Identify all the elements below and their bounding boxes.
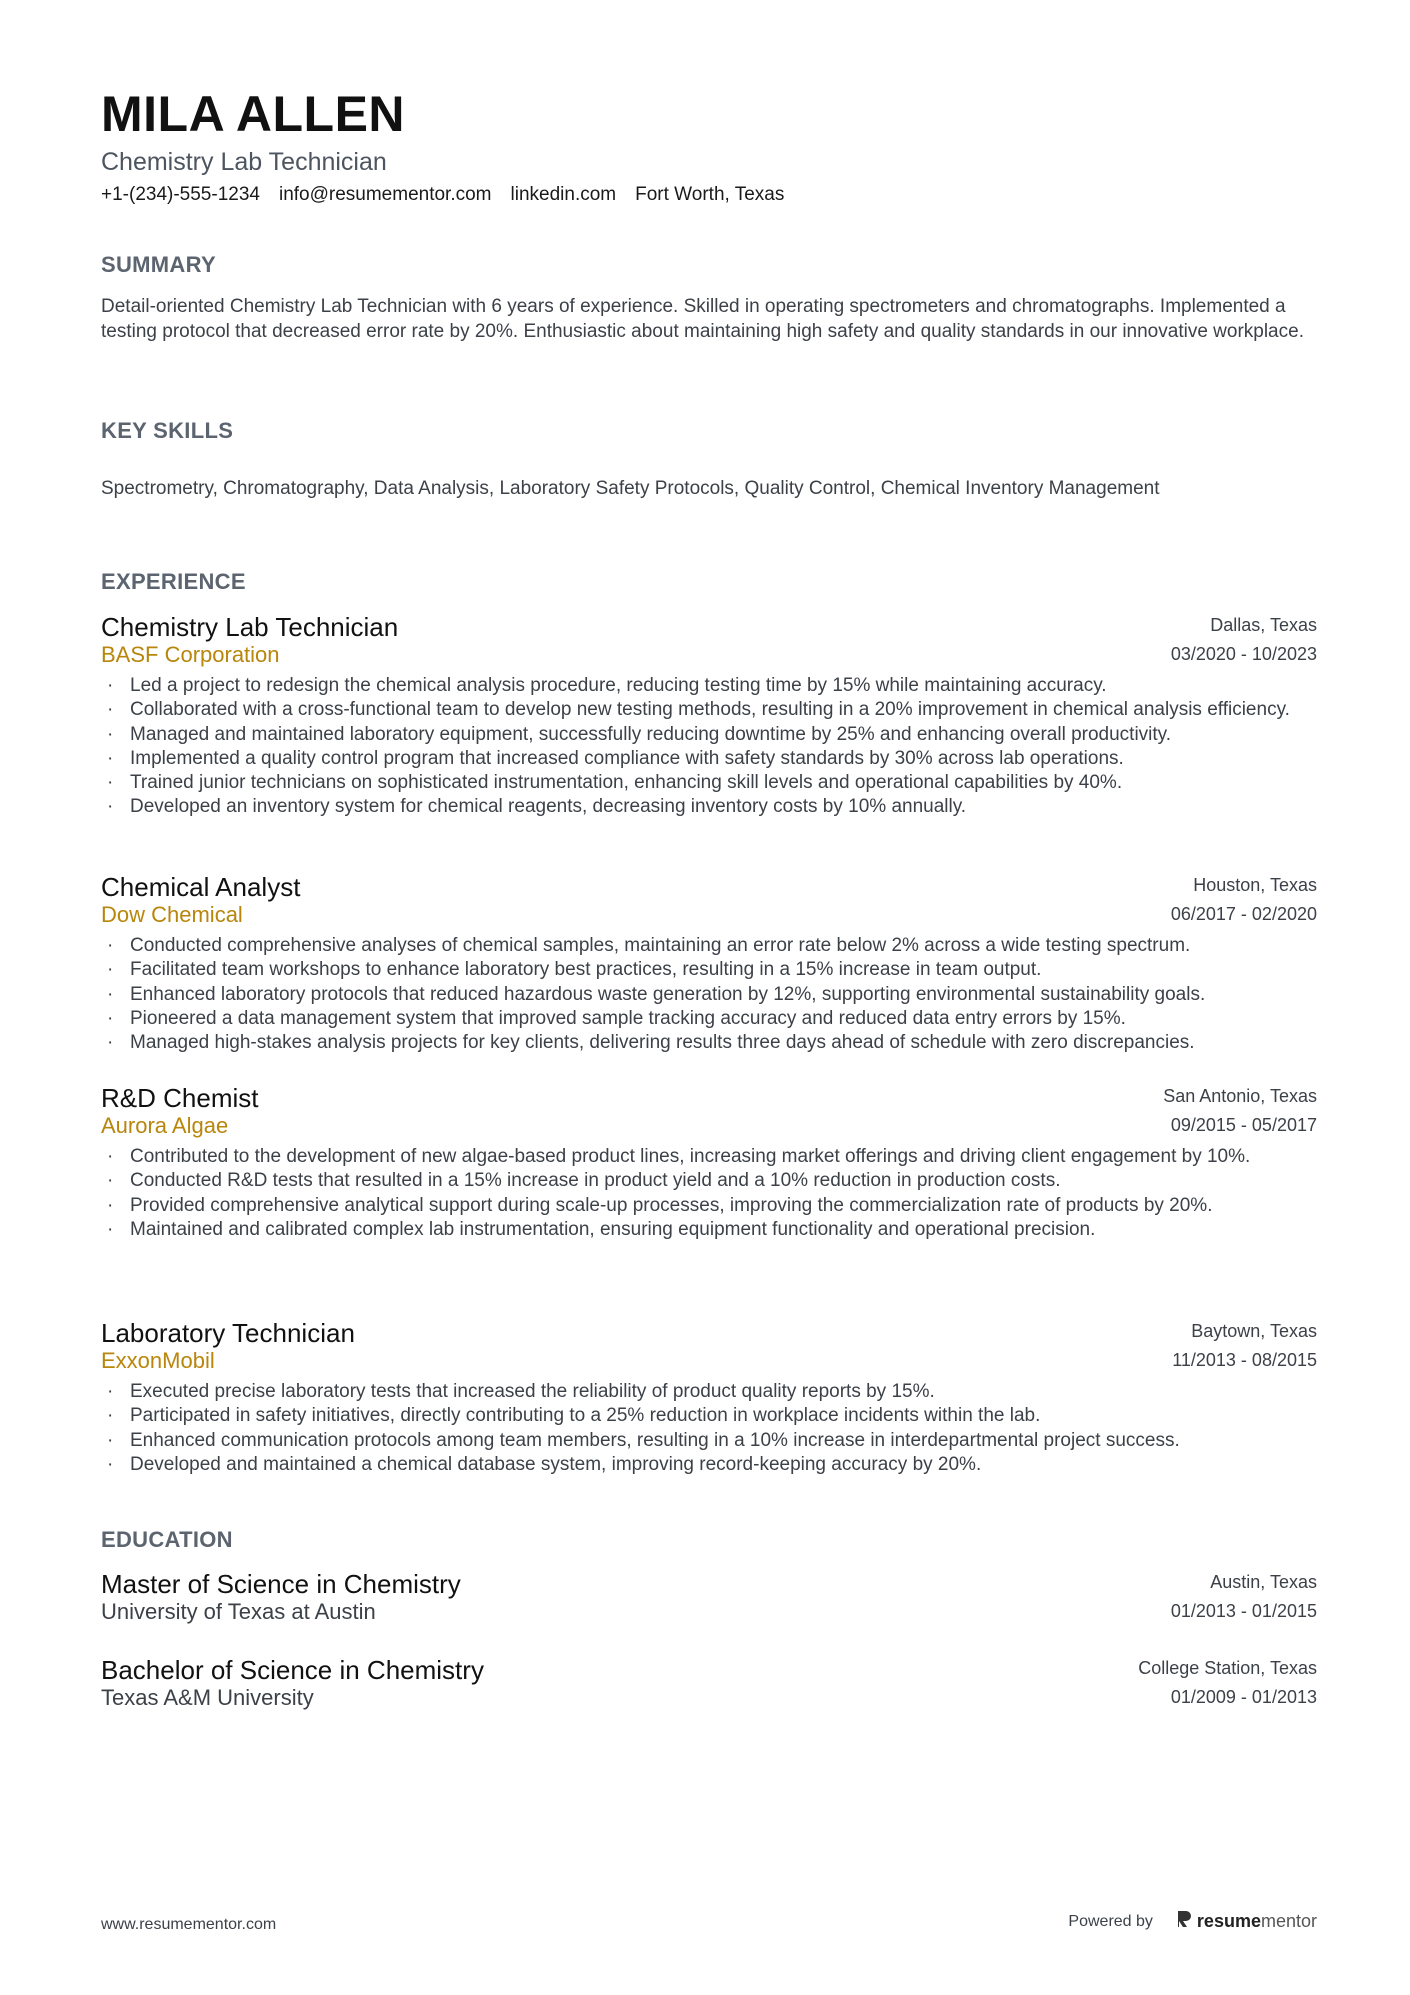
- bullet-item: · Executed precise laboratory tests that increased the reliability of product quality reports by 15%.: [101, 1380, 1317, 1404]
- bullet-item: · Collaborated with a cross-functional team to develop new testing methods, resulting in a 20% improvement in chemical analysis efficiency.: [101, 698, 1317, 722]
- summary-heading: SUMMARY: [101, 252, 216, 277]
- bullet-item: · Implemented a quality control program that increased compliance with safety standards by 30% across lab operations.: [101, 747, 1317, 771]
- powered-by-label: Powered by: [1068, 1912, 1153, 1930]
- bullet-item: · Developed and maintained a chemical database system, improving record-keeping accuracy by 20%.: [101, 1453, 1317, 1477]
- contact-line: [101, 182, 784, 208]
- job-bullets: [101, 1145, 1317, 1242]
- company-name: Aurora Algae: [101, 1113, 229, 1138]
- skills-heading: KEY SKILLS: [101, 418, 234, 443]
- bullet-item: · Managed high-stakes analysis projects for key clients, delivering results three days ahead of schedule with zero discrepancies.: [101, 1031, 1317, 1055]
- bullet-item: · Pioneered a data management system that improved sample tracking accuracy and reduced data entry errors by 15%.: [101, 1007, 1317, 1031]
- experience-entry: [101, 1317, 1317, 1477]
- brand-name-part1: resume: [1196, 1911, 1261, 1931]
- company-name: ExxonMobil: [101, 1348, 215, 1373]
- bullet-item: · Maintained and calibrated complex lab instrumentation, ensuring equipment functionality and operational precision.: [101, 1218, 1317, 1242]
- job-dates: 09/2015 - 05/2017: [1170, 1115, 1317, 1135]
- brand-logo[interactable]: [1175, 1909, 1317, 1934]
- contact-linkedin[interactable]: linkedin.com: [510, 184, 617, 205]
- resumementor-logo-icon: [1175, 1909, 1193, 1934]
- bullet-item: · Enhanced communication protocols among team members, resulting in a 10% increase in interdepartmental project success.: [101, 1429, 1317, 1453]
- job-dates: 06/2017 - 02/2020: [1170, 904, 1317, 924]
- job-location: Dallas, Texas: [1210, 615, 1317, 635]
- bullet-item: · Participated in safety initiatives, directly contributing to a 25% reduction in workplace incidents within the lab.: [101, 1404, 1317, 1428]
- school-location: Austin, Texas: [1210, 1572, 1317, 1592]
- summary-text: Detail-oriented Chemistry Lab Technician with 6 years of experience. Skilled in operating spectrometers and chromatographs. Implemented a testing protocol that decreased error rate by 20%. Enthusiastic about maintaining high safety and quality standards in our innovative workplace.: [101, 296, 1304, 342]
- entry-header: [101, 871, 1317, 931]
- skills-text: Spectrometry, Chromatography, Data Analysis, Laboratory Safety Protocols, Quality Control, Chemical Inventory Management: [101, 478, 1160, 499]
- school-location: College Station, Texas: [1138, 1658, 1317, 1678]
- job-location: Baytown, Texas: [1191, 1321, 1317, 1341]
- bullet-item: · Managed and maintained laboratory equipment, successfully reducing downtime by 25% and enhancing overall productivity.: [101, 723, 1317, 747]
- education-dates: 01/2013 - 01/2015: [1170, 1601, 1317, 1621]
- job-dates: 03/2020 - 10/2023: [1170, 644, 1317, 664]
- entry-header: [101, 1317, 1317, 1377]
- education-entry: [101, 1654, 1317, 1714]
- company-name: Dow Chemical: [101, 902, 243, 927]
- job-title: Laboratory Technician: [101, 1318, 355, 1348]
- bullet-item: · Enhanced laboratory protocols that reduced hazardous waste generation by 12%, supporting environmental sustainability goals.: [101, 983, 1317, 1007]
- job-title: Chemical Analyst: [101, 872, 301, 902]
- bullet-item: · Led a project to redesign the chemical analysis procedure, reducing testing time by 15% while maintaining accuracy.: [101, 674, 1317, 698]
- entry-header: [101, 1654, 1317, 1714]
- job-bullets: [101, 674, 1317, 820]
- bullet-item: · Conducted comprehensive analyses of chemical samples, maintaining an error rate below 2% across a wide testing spectrum.: [101, 934, 1317, 958]
- entry-header: [101, 1082, 1317, 1142]
- bullet-item: · Conducted R&D tests that resulted in a 15% increase in product yield and a 10% reduction in production costs.: [101, 1169, 1317, 1193]
- degree-title: Bachelor of Science in Chemistry: [101, 1655, 484, 1685]
- job-title: R&D Chemist: [101, 1083, 259, 1113]
- job-location: Houston, Texas: [1193, 875, 1317, 895]
- footer-website[interactable]: www.resumementor.com: [101, 1916, 277, 1933]
- contact-email[interactable]: info@resumementor.com: [278, 184, 492, 205]
- job-dates: 11/2013 - 08/2015: [1172, 1350, 1317, 1370]
- footer-branding: [1068, 1909, 1317, 1934]
- company-name: BASF Corporation: [101, 642, 280, 667]
- job-bullets: [101, 934, 1317, 1055]
- experience-entry: [101, 611, 1317, 820]
- job-title: Chemistry Lab Technician: [101, 612, 399, 642]
- degree-title: Master of Science in Chemistry: [101, 1569, 461, 1599]
- bullet-item: · Facilitated team workshops to enhance laboratory best practices, resulting in a 15% increase in team output.: [101, 958, 1317, 982]
- school-name: University of Texas at Austin: [101, 1599, 376, 1624]
- education-heading: EDUCATION: [101, 1527, 233, 1552]
- job-location: San Antonio, Texas: [1163, 1086, 1317, 1106]
- education-entry: [101, 1568, 1317, 1628]
- contact-location: Fort Worth, Texas: [635, 184, 785, 205]
- bullet-item: · Contributed to the development of new algae-based product lines, increasing market offerings and driving client engagement by 10%.: [101, 1145, 1317, 1169]
- contact-phone: +1-(234)-555-1234: [101, 184, 260, 205]
- experience-entry: [101, 1082, 1317, 1242]
- bullet-item: · Provided comprehensive analytical support during scale-up processes, improving the commercialization rate of products by 20%.: [101, 1194, 1317, 1218]
- experience-entry: [101, 871, 1317, 1055]
- bullet-item: · Trained junior technicians on sophisticated instrumentation, enhancing skill levels and operational capabilities by 40%.: [101, 771, 1317, 795]
- entry-header: [101, 611, 1317, 671]
- bullet-item: · Developed an inventory system for chemical reagents, decreasing inventory costs by 10% annually.: [101, 795, 1317, 819]
- experience-heading: EXPERIENCE: [101, 569, 246, 594]
- brand-name-part2: mentor: [1260, 1911, 1317, 1931]
- education-dates: 01/2009 - 01/2013: [1170, 1687, 1317, 1707]
- candidate-headline: Chemistry Lab Technician: [101, 148, 387, 176]
- school-name: Texas A&M University: [101, 1685, 314, 1710]
- candidate-name: MILA ALLEN: [101, 86, 406, 142]
- entry-header: [101, 1568, 1317, 1628]
- job-bullets: [101, 1380, 1317, 1477]
